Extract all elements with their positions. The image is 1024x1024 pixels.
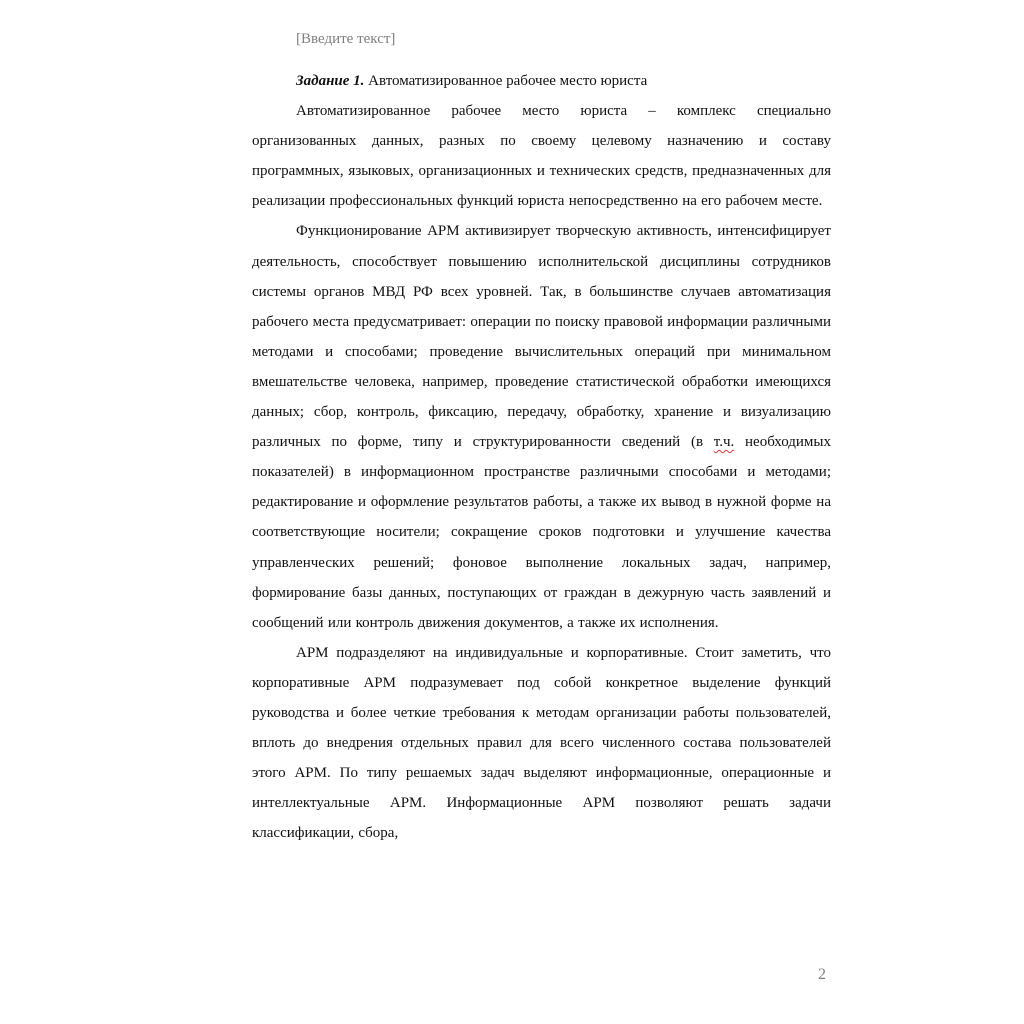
spellcheck-marked-word[interactable]: т.ч. bbox=[713, 434, 735, 451]
task-heading bbox=[252, 66, 831, 96]
task-label: Задание 1. bbox=[296, 73, 365, 89]
paragraph-functioning-end: необходимых показателей) в информационном пространстве различными способами и методами; редактирование и оформление результатов работы, а также их вывод в нужной форме на соответствующие носители; сокращение сроков подготовки и улучшение качества управленческих решений; фоновое выполнение локальных задач, например, формирование базы данных, поступающих от граждан в дежурную часть заявлений и сообщений или контроль движения документов, а также их исполнения. bbox=[252, 434, 831, 631]
paragraph-types: АРМ подразделяют на индивидуальные и корпоративные. Стоит заметить, что корпоративные АРМ подразумевает под собой конкретное выделение функций руководства и более четкие требования к методам организации работы пользователей, вплоть до внедрения отдельных правил для всего численного состава пользователей этого АРМ. По типу решаемых задач выделяют информационные, операционные и интеллектуальные АРМ. Информационные АРМ позволяют решать задачи классификации, сбора, bbox=[252, 644, 831, 842]
page-number: 2 bbox=[818, 966, 826, 983]
paragraph-definition: Автоматизированное рабочее место юриста – комплекс специально организованных данных, разных по своему целевому назначению и составу программных, языковых, организационных и технических средств, предназначенных для реализации профессиональных функций юриста непосредственно на его рабочем месте. bbox=[252, 103, 831, 210]
task-title: Автоматизированное рабочее место юриста bbox=[364, 73, 648, 89]
paragraph-functioning bbox=[252, 216, 831, 637]
document-body[interactable] bbox=[252, 66, 831, 848]
paragraph-functioning-start: Функционирование АРМ активизирует творческую активность, интенсифицирует деятельность, способствует повышению исполнительской дисциплины сотрудников системы органов МВД РФ всех уровней. Так, в большинстве случаев автоматизация рабочего места предусматривает: операции по поиску правовой информации различными методами и способами; проведение вычислительных операций при минимальном вмешательстве человека, например, проведение статистической обработки имеющихся данных; сбор, контроль, фиксацию, передачу, обработку, хранение и визуализацию различных по форме, типу и структурированности сведений (в bbox=[252, 223, 831, 451]
header-placeholder[interactable]: [Введите текст] bbox=[296, 31, 396, 47]
